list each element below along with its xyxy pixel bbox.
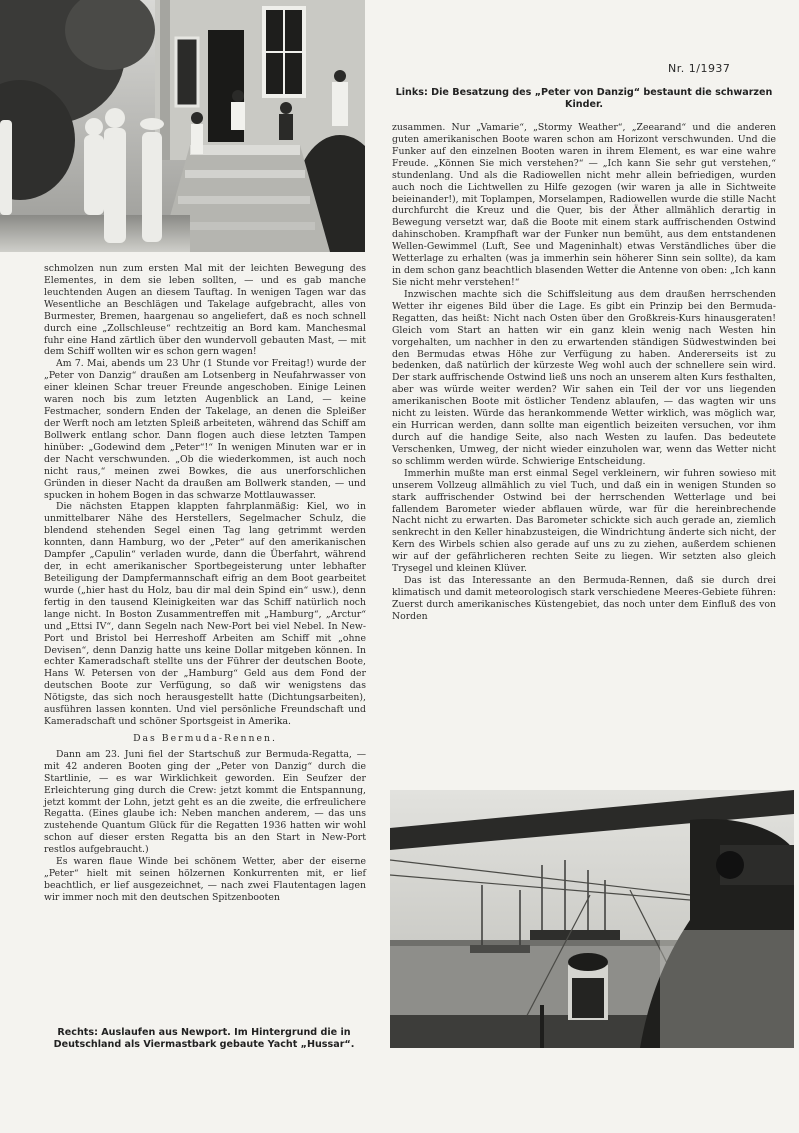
paragraph: Dann am 23. Juni fiel der Startschuß zur Bermuda-Regatta, — mit 42 anderen Booten ging der „Peter von Danzig“ durch die Startlinie, — es war Wirklichkeit geworden. Ein Seufzer der Erleichterung ging durch die Crew: jetzt kommt die Entspannung, jetzt kommt der Lohn, jetzt geht es an die zweite, die erfreulichere Regatta. (Eines glaube ich: Neben manchen anderem, — das uns zustehende Quantum Glück für die Regatten 1936 hatten wir wohl schon auf dieser ersten Regatta bis an den Start in New-Port restlos aufgebraucht.) (44, 748, 366, 856)
caption-bottom-photo: Rechts: Auslaufen aus Newport. Im Hintergrund die in Deutschland als Viermastbark gebaute Yacht „Hussar“. (53, 1027, 355, 1050)
left-column (44, 263, 366, 904)
paragraph: zusammen. Nur „Vamarie“, „Stormy Weather“, „Zeearand“ und die anderen guten amerikanischen Boote waren schon am Horizont verschwunden. Und die Funker auf den einzelnen Booten waren in ihrem Element, es war eine wahre Freude. „Können Sie mich verstehen?“ — „Ich kann Sie sehr gut verstehen,“ stundenlang. Und als die Radiowellen nicht mehr allein befriedigen, wurden auch noch die Lichtwellen zu Hilfe gezogen (wir waren ja alle in Sichtweite beieinander!), mit Toplampen, Morselampen, Radiowellen wurde die stille Nacht durchfurcht die Kreuz und die Quer, bis der Äther allmählich derartig in Bewegung versetzt war, daß die Boote mit einem stark auffrischenden Ostwind dahinschoben. Krampfhaft war der Funker nun bemüht, aus dem entstandenen Wellen-Gewimmel (Luft, See und Mageninhalt) etwas Verständliches über die Wetterlage zu erhalten (was ja immerhin sein höherer Sinn sein sollte), da kam in dem schon ganz beachtlich blasenden Wetter die Antenne von oben: „Ich kann Sie nicht mehr verstehen!“ (392, 122, 776, 288)
paragraph: Immerhin mußte man erst einmal Segel verkleinern, wir fuhren sowieso mit unserem Vollzeug allmählich zu viel Tuch, und daß ein in wenigen Stunden so stark auffrischender Ostwind bei der herrschenden Wetterlage und bei fallendem Barometer wieder abflauen würde, war für die hereinbrechende Nacht nicht zu erwarten. Das Barometer schickte sich auch gerade an, ziemlich senkrecht in den Keller hinabzusteigen, die Windrichtung änderte sich nicht, der Kern des Wirbels schien also gerade auf uns zu zu ziehen, außerdem schienen wir auf der gefährlicheren rechten Seite zu liegen. Wir setzten also gleich Trysegel und kleinen Klüver. (392, 467, 776, 575)
photo-leaving-newport (390, 790, 794, 1048)
paragraph: Es waren flaue Winde bei schönem Wetter, aber der eiserne „Peter“ hielt mit seinen hölzernen Konkurrenten mit, er lief beachtlich, er lief ausgezeichnet, — nach zwei Flautentagen lagen wir immer noch mit den deutschen Spitzenbooten (44, 856, 366, 903)
paragraph: schmolzen nun zum ersten Mal mit der leichten Bewegung des Elementes, in dem sie leben sollten, — und es gab manche leuchtenden Augen an diesem Tauftag. In wenigen Tagen war das Wesentliche an Beschlägen und Takelage aufgebracht, alles von Burmester, Bremen, haargenau so angeliefert, daß es noch schnell durch eine „Zollschleuse“ rechtzeitig an Bord kam. Manchesmal fuhr eine Hand zärtlich über den wundervoll gebauten Mast, — mit dem Schiff wollten wir es schon gern wagen! (44, 263, 366, 358)
right-column (392, 122, 776, 623)
issue-number: Nr. 1/1937 (668, 62, 731, 75)
caption-top-photo: Links: Die Besatzung des „Peter von Danzig“ bestaunt die schwarzen Kinder. (395, 87, 773, 110)
paragraph: Inzwischen machte sich die Schiffsleitung aus dem draußen herrschenden Wetter ihr eigenes Bild über die Lage. Es gibt ein Prinzip bei den Bermuda-Regatten, das heißt: Nicht nach Osten über den Großkreis-Kurs hinausgeraten! Gleich vom Start an hatten wir ein ganz klein wenig nach Westen hin vorgehalten, um nachher in den zu erwartenden ständigen Südwestwinden bei den Bermudas etwas Höhe zur Verfügung zu haben. Andererseits ist zu bedenken, daß natürlich der kürzeste Weg wohl auch der schnellere sein wird. Der stark auffrischende Ostwind ließ uns noch an unserem alten Kurs festhalten, aber was würde weiter werden? Wir sahen ein Teil der vor uns liegenden amerikanischen Boote mit östlicher Tendenz ablaufen, — das wagten wir uns nicht zu leisten. Würde das herankommende Wetter wirklich, was möglich war, ein Hurrican werden, dann sollte man eigentlich beizeiten versuchen, vor ihm durch auf die handige Seite, also nach Westen zu laufen. Das bedeutete Verschenken, Umweg, der nicht wieder einzuholen war, wenn das Wetter nicht so schlimm werden würde. Schwierige Entscheidung. (392, 288, 776, 467)
paragraph: Am 7. Mai, abends um 23 Uhr (1 Stunde vor Freitag!) wurde der „Peter von Danzig“ draußen am Lotsenberg in Neufahrwasser von einer kleinen Schar treuer Freunde angeschoben. Einige Leinen waren noch bis zum letzten Augenblick an Land, — keine Festmacher, sondern Enden der Takelage, an denen die Spleißer der Werft noch am letzten Spleiß arbeiteten, während das Schiff am Bollwerk entlang schor. Dann flogen auch diese letzten Tampen hinüber: „Godewind dem „Peter“!“ In wenigen Minuten war er in der Nacht verschwunden. „Ob die wiederkommen, ist auch noch nicht raus,“ meinen zwei Bowkes, die aus unerforschlichen Gründen in dieser Nacht da draußen am Bollwerk standen, — und spucken in hohem Bogen in das schwarze Mottlauwasser. (44, 358, 366, 501)
section-heading: Das Bermuda-Rennen. (133, 732, 277, 744)
paragraph: Die nächsten Etappen klappten fahrplanmäßig: Kiel, wo in unmittelbarer Nähe des Herstellers, Segelmacher Schulz, die blendend stehenden Segel einen Tag lang getrimmt werden konnten, dann Hamburg, wo der „Peter“ auf den amerikanischen Dampfer „Capulin“ verladen wurde, dann die Überfahrt, während der, in echt amerikanischer Sportbegeisterung unter lebhafter Beteiligung der Dampfermannschaft eifrig an dem Boot gearbeitet wurde („hier hast du Holz, bau dir mal dein Spind ein“ usw.), denn fertig in den tausend Kleinigkeiten war das Schiff natürlich noch lange nicht. In Boston Zusammentreffen mit „Hamburg“, „Arctur“ und „Ettsi IV“, dann Segeln nach New-Port bei viel Nebel. In New-Port und Bristol bei Herreshoff Arbeiten am Schiff mit „ohne Devisen“, denn Danzig hatte uns keine Dollar mitgeben können. In echter Kameradschaft stellte uns der Führer der deutschen Boote, Hans W. Petersen von der „Hamburg“ Geld aus dem Fond der deutschen Boote zur Verfügung, so daß wir wenigstens das Nötigste, das sich noch herausgestellt hatte (Dichtungsarbeiten), ausführen lassen konnten. Und viel persönliche Freundschaft und Kameradschaft und schöner Sportsgeist in Amerika. (44, 501, 366, 728)
paragraph: Das ist das Interessante an den Bermuda-Rennen, daß sie durch drei klimatisch und damit meteorologisch stark verschiedene Meeres-Gebiete führen: Zuerst durch amerikanisches Küstengebiet, das noch unter dem Einfluß des von Norden (392, 575, 776, 622)
photo-crew-with-children (0, 0, 365, 252)
